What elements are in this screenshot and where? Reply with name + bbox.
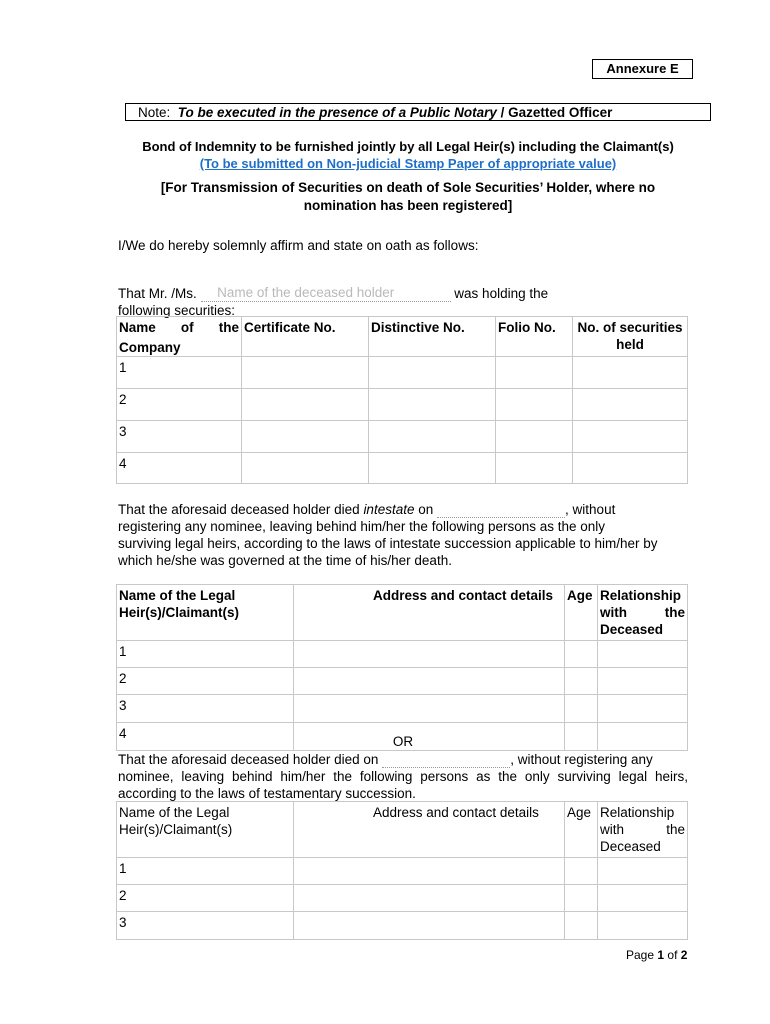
testamentary-paragraph [118, 750, 688, 802]
header-certificate: Certificate No. [242, 317, 369, 357]
note-italic: To be executed in the presence of a Public Notary [177, 105, 497, 120]
distinctive-cell[interactable] [369, 453, 496, 484]
table-row [117, 641, 688, 668]
row-number: 1 [117, 858, 294, 885]
holding-line2: following securities: [118, 303, 236, 318]
intestate-line2: registering any nominee, leaving behind him/her the following persons as the only [118, 519, 606, 534]
heirs-table-intestate [116, 584, 688, 751]
address-cell[interactable] [294, 912, 565, 940]
heirs-header-row [117, 585, 688, 641]
note-rest: / Gazetted Officer [500, 105, 613, 120]
relationship-cell[interactable] [598, 695, 688, 723]
transmission-heading-line1: [For Transmission of Securities on death of Sole Securities’ Holder, where no [160, 180, 656, 195]
intestate-part3: , without [565, 502, 616, 517]
intestate-word: intestate [363, 502, 415, 517]
relationship-cell[interactable] [598, 858, 688, 885]
relationship-cell[interactable] [598, 912, 688, 940]
certificate-cell[interactable] [242, 421, 369, 453]
quantity-cell[interactable] [573, 357, 688, 389]
bond-title: Bond of Indemnity to be furnished jointly by all Legal Heir(s) including the Claimant(s) [142, 139, 674, 154]
table-row [117, 389, 688, 421]
affirmation-text: I/We do hereby solemnly affirm and state on oath as follows: [118, 238, 479, 253]
relationship-cell[interactable] [598, 668, 688, 695]
certificate-cell[interactable] [242, 389, 369, 421]
row-number: 3 [117, 421, 242, 453]
death-date-field-2[interactable] [382, 750, 510, 768]
header-quantity: No. of securities held [573, 317, 688, 357]
holding-suffix: was holding the [454, 286, 549, 301]
header-age: Age [565, 802, 598, 858]
certificate-cell[interactable] [242, 357, 369, 389]
row-number: 1 [117, 357, 242, 389]
heirs-table-testamentary [116, 801, 688, 940]
header-age: Age [565, 585, 598, 641]
testamentary-line3: according to the laws of testamentary succession. [118, 786, 416, 801]
page-total: 2 [680, 948, 688, 962]
page-label: Page [626, 948, 655, 962]
page-number [626, 948, 687, 962]
heirs-header-row [117, 802, 688, 858]
intestate-line3: surviving legal heirs, according to the laws of intestate succession applicable to him/her by [118, 536, 658, 551]
testamentary-part2: , without registering any [510, 752, 653, 767]
row-number: 2 [117, 389, 242, 421]
distinctive-cell[interactable] [369, 357, 496, 389]
death-date-field-1[interactable] [437, 500, 565, 518]
row-number: 3 [117, 912, 294, 940]
row-number: 4 [117, 453, 242, 484]
folio-cell[interactable] [496, 389, 573, 421]
header-distinctive: Distinctive No. [369, 317, 496, 357]
holding-paragraph [118, 284, 688, 319]
table-row [117, 453, 688, 484]
header-address: Address and contact details [294, 585, 565, 641]
row-number: 1 [117, 641, 294, 668]
securities-table [116, 316, 688, 484]
folio-cell[interactable] [496, 357, 573, 389]
header-heir-name: Name of the Legal Heir(s)/Claimant(s) [117, 585, 294, 641]
distinctive-cell[interactable] [369, 389, 496, 421]
table-row [117, 421, 688, 453]
header-company: Name of the [117, 317, 242, 357]
address-cell[interactable] [294, 695, 565, 723]
age-cell[interactable] [565, 668, 598, 695]
distinctive-cell[interactable] [369, 421, 496, 453]
age-cell[interactable] [565, 858, 598, 885]
quantity-cell[interactable] [573, 389, 688, 421]
table-row [117, 695, 688, 723]
intestate-paragraph [118, 500, 688, 569]
testamentary-part1: That the aforesaid deceased holder died on [118, 752, 379, 767]
page-of: of [667, 948, 678, 962]
or-separator: OR [392, 734, 414, 749]
quantity-cell[interactable] [573, 453, 688, 484]
header-address: Address and contact details [294, 802, 565, 858]
deceased-name-field[interactable] [201, 284, 451, 302]
intestate-part1: That the aforesaid deceased holder died [118, 502, 360, 517]
note-label: Note: [138, 105, 171, 120]
age-cell[interactable] [565, 641, 598, 668]
age-cell[interactable] [565, 912, 598, 940]
testamentary-line2: nominee, leaving behind him/her the following persons as the only surviving legal heirs, [118, 769, 688, 784]
header-company-line2: Company [119, 340, 181, 355]
certificate-cell[interactable] [242, 453, 369, 484]
relationship-cell[interactable] [598, 641, 688, 668]
deceased-name-placeholder: Name of the deceased holder [217, 285, 395, 300]
intestate-part2: on [418, 502, 434, 517]
relationship-cell[interactable] [598, 885, 688, 912]
page-current: 1 [657, 948, 665, 962]
address-cell[interactable] [294, 641, 565, 668]
header-heir-name: Name of the Legal Heir(s)/Claimant(s) [117, 802, 294, 858]
securities-header-row [117, 317, 688, 357]
table-row [117, 912, 688, 940]
address-cell[interactable] [294, 885, 565, 912]
header-relationship: Relationship with the Deceased [598, 585, 688, 641]
quantity-cell[interactable] [573, 421, 688, 453]
notary-note [125, 103, 711, 121]
age-cell[interactable] [565, 695, 598, 723]
intestate-line4: which he/she was governed at the time of his/her death. [118, 553, 452, 568]
address-cell[interactable] [294, 858, 565, 885]
table-row [117, 668, 688, 695]
header-relationship: Relationship with the Deceased [598, 802, 688, 858]
annexure-label: Annexure E [592, 59, 693, 79]
table-row [117, 357, 688, 389]
row-number: 4 [117, 723, 294, 751]
folio-cell[interactable] [496, 453, 573, 484]
holding-prefix: That Mr. /Ms. [118, 286, 197, 301]
header-folio: Folio No. [496, 317, 573, 357]
row-number: 3 [117, 695, 294, 723]
row-number: 2 [117, 668, 294, 695]
address-cell[interactable] [294, 668, 565, 695]
transmission-heading-line2: nomination has been registered] [303, 198, 513, 213]
table-row [117, 885, 688, 912]
transmission-heading [118, 179, 698, 215]
folio-cell[interactable] [496, 421, 573, 453]
stamp-paper-note: (To be submitted on Non-judicial Stamp Paper of appropriate value) [199, 156, 617, 171]
table-row [117, 858, 688, 885]
age-cell[interactable] [565, 885, 598, 912]
row-number: 2 [117, 885, 294, 912]
